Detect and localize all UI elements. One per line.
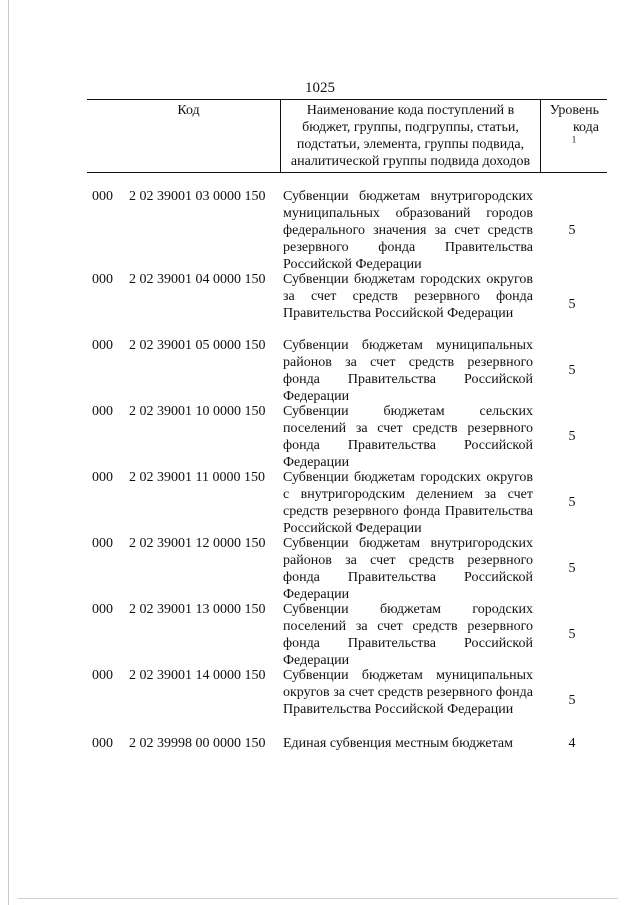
code-level: 4 (568, 736, 576, 751)
income-code: 2 02 39998 00 0000 150 (129, 736, 266, 751)
admin-code: 000 (92, 404, 113, 419)
income-code: 2 02 39001 10 0000 150 (129, 404, 266, 419)
code-level: 5 (568, 561, 576, 576)
admin-code: 000 (92, 272, 113, 287)
header-name: Наименование кода поступлений в бюджет, группы, подгруппы, статьи, подстатьи, элемента, группы подвида, аналитической группы подвида доходов (280, 100, 540, 172)
scan-edge-bottom (18, 898, 618, 899)
table-header (87, 99, 607, 173)
scan-edge-left (8, 0, 9, 905)
income-code: 2 02 39001 04 0000 150 (129, 272, 266, 287)
code-level: 5 (568, 363, 576, 378)
code-level: 5 (568, 429, 576, 444)
code-level: 5 (568, 627, 576, 642)
code-level: 5 (568, 297, 576, 312)
page-number: 1025 (305, 80, 335, 96)
code-level: 5 (568, 495, 576, 510)
income-code: 2 02 39001 14 0000 150 (129, 668, 266, 683)
admin-code: 000 (92, 189, 113, 204)
income-name: Субвенции бюджетам городских округов с внутригородским делением за счет средств резервного фонда Правительства Российской Федерации (283, 470, 533, 536)
income-name: Субвенции бюджетам муниципальных округов за счет средств резервного фонда Правительства Российской Федерации (283, 668, 533, 717)
income-name: Субвенции бюджетам городских округов за счет средств резервного фонда Правительства Российской Федерации (283, 272, 533, 321)
income-name: Субвенции бюджетам сельских поселений за счет средств резервного фонда Правительства Российской Федерации (283, 404, 533, 470)
income-name: Единая субвенция местным бюджетам (283, 736, 514, 751)
income-code: 2 02 39001 05 0000 150 (129, 338, 266, 353)
income-code: 2 02 39001 11 0000 150 (129, 470, 265, 485)
admin-code: 000 (92, 536, 113, 551)
admin-code: 000 (92, 602, 113, 617)
admin-code: 000 (92, 338, 113, 353)
code-level: 5 (568, 693, 576, 708)
income-name: Субвенции бюджетам муниципальных районов за счет средств резервного фонда Правительства Российской Федерации (283, 338, 533, 404)
income-name: Субвенции бюджетам внутригородских районов за счет средств резервного фонда Правительства Российской Федерации (283, 536, 533, 602)
header-level-text: Уровень кода (549, 103, 599, 135)
header-code: Код (177, 103, 200, 118)
income-code: 2 02 39001 13 0000 150 (129, 602, 266, 617)
admin-code: 000 (92, 736, 113, 751)
header-level-footnote: 1 (571, 134, 577, 145)
income-code: 2 02 39001 03 0000 150 (129, 189, 266, 204)
code-level: 5 (568, 223, 576, 238)
admin-code: 000 (92, 470, 113, 485)
header-level (540, 100, 607, 172)
income-code: 2 02 39001 12 0000 150 (129, 536, 266, 551)
income-name: Субвенции бюджетам городских поселений за счет средств резервного фонда Правительства Российской Федерации (283, 602, 533, 668)
admin-code: 000 (92, 668, 113, 683)
income-name: Субвенции бюджетам внутригородских муниципальных образований городов федерального значения за счет средств резервного фонда Правительства Российской Федерации (283, 189, 533, 272)
